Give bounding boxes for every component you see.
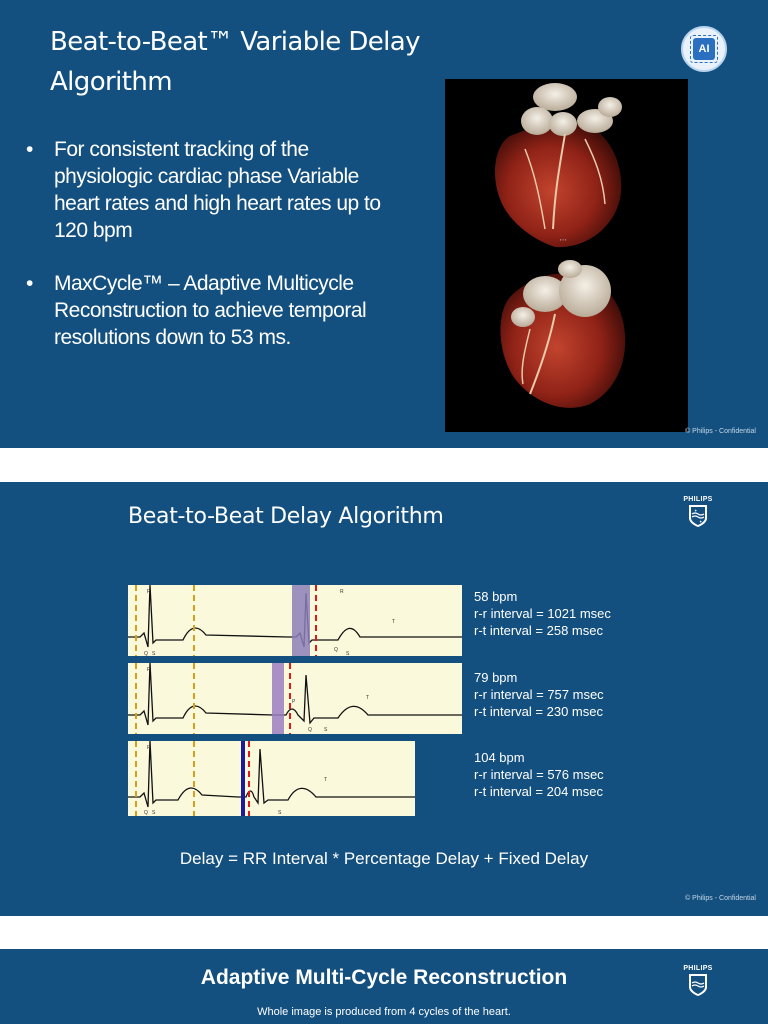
svg-text:S: S — [324, 727, 328, 733]
svg-text:S: S — [152, 810, 156, 816]
bullet-text-line: MaxCycle™ – Adaptive Multicycle — [54, 272, 354, 295]
bullet-text-line: heart rates and high heart rates up to — [54, 192, 381, 215]
svg-text:P: P — [147, 745, 151, 751]
slide-beat-to-beat-variable-delay — [0, 0, 768, 448]
bullet-text-line: Reconstruction to achieve temporal — [54, 299, 367, 322]
svg-text:S: S — [278, 810, 282, 816]
svg-text:S: S — [152, 651, 156, 656]
title-line-2: Algorithm — [50, 67, 172, 97]
philips-shield-icon — [688, 973, 708, 997]
ecg-strip-58-bpm — [128, 585, 462, 656]
ecg-strip-104-bpm — [128, 741, 415, 816]
svg-text:P: P — [292, 699, 296, 705]
philips-wordmark: PHILIPS — [683, 965, 713, 972]
slide-subtitle: Whole image is produced from 4 cycles of the heart. — [257, 1006, 511, 1018]
slide-beat-to-beat-delay-algorithm — [0, 482, 768, 916]
heart-render-bottom — [500, 260, 625, 408]
svg-text:R: R — [340, 589, 344, 595]
ecg-info-104-bpm — [474, 749, 604, 800]
slide-adaptive-multi-cycle — [0, 949, 768, 1024]
philips-wordmark: PHILIPS — [683, 496, 713, 503]
rr-interval: r-r interval = 576 msec — [474, 767, 604, 782]
svg-text:✦: ✦ — [694, 508, 698, 513]
bullet-icon: • — [26, 272, 33, 295]
svg-text:T: T — [366, 695, 370, 701]
ai-chip-icon — [681, 26, 727, 72]
philips-logo — [681, 496, 715, 528]
bullet-text-line: resolutions down to 53 ms. — [54, 326, 291, 349]
svg-text:P: P — [147, 589, 151, 595]
philips-shield-icon — [688, 504, 708, 528]
bullet-item — [26, 270, 446, 351]
svg-text:T: T — [392, 619, 396, 625]
heart-render-top — [495, 83, 622, 247]
delay-window-highlight — [292, 585, 310, 656]
slide-title — [50, 22, 430, 102]
delay-window-highlight — [241, 741, 245, 816]
svg-text:P: P — [147, 667, 151, 673]
bullet-item — [26, 136, 446, 244]
confidential-note: © Philips - Confidential — [685, 428, 756, 435]
bullet-icon: • — [26, 138, 33, 161]
svg-text:T: T — [324, 777, 328, 783]
rt-interval: r-t interval = 204 msec — [474, 784, 603, 799]
bpm-value: 79 bpm — [474, 670, 518, 685]
ecg-strip-79-bpm — [128, 663, 462, 734]
ecg-info-58-bpm — [474, 588, 611, 639]
svg-text:✦: ✦ — [699, 519, 703, 524]
svg-text:▪ ▪ ▪: ▪ ▪ ▪ — [560, 237, 567, 242]
ai-badge-label: AI — [693, 38, 715, 60]
bullet-text-line: For consistent tracking of the — [54, 138, 309, 161]
svg-text:S: S — [346, 651, 350, 656]
bpm-value: 58 bpm — [474, 589, 518, 604]
svg-text:Q: Q — [144, 651, 148, 656]
heart-ct-image — [445, 79, 688, 432]
ecg-info-79-bpm — [474, 669, 604, 720]
bullet-text-line: 120 bpm — [54, 219, 133, 242]
rt-interval: r-t interval = 230 msec — [474, 704, 603, 719]
rr-interval: r-r interval = 757 msec — [474, 687, 604, 702]
title-line-1: Beat-to-Beat™ Variable Delay — [50, 27, 420, 57]
delay-window-highlight — [272, 663, 284, 734]
bullet-list — [26, 136, 446, 377]
bullet-text-line: physiologic cardiac phase Variable — [54, 165, 359, 188]
delay-formula: Delay = RR Interval * Percentage Delay + Fixed Delay — [179, 849, 589, 868]
slide-title: Adaptive Multi-Cycle Reconstruction — [200, 966, 568, 989]
philips-logo — [681, 965, 715, 997]
bpm-value: 104 bpm — [474, 750, 525, 765]
svg-text:Q: Q — [334, 647, 338, 653]
confidential-note: © Philips - Confidential — [685, 895, 756, 902]
svg-text:Q: Q — [308, 727, 312, 733]
svg-text:Q: Q — [144, 810, 148, 816]
slide-title: Beat-to-Beat Delay Algorithm — [128, 504, 444, 529]
rr-interval: r-r interval = 1021 msec — [474, 606, 611, 621]
rt-interval: r-t interval = 258 msec — [474, 623, 603, 638]
